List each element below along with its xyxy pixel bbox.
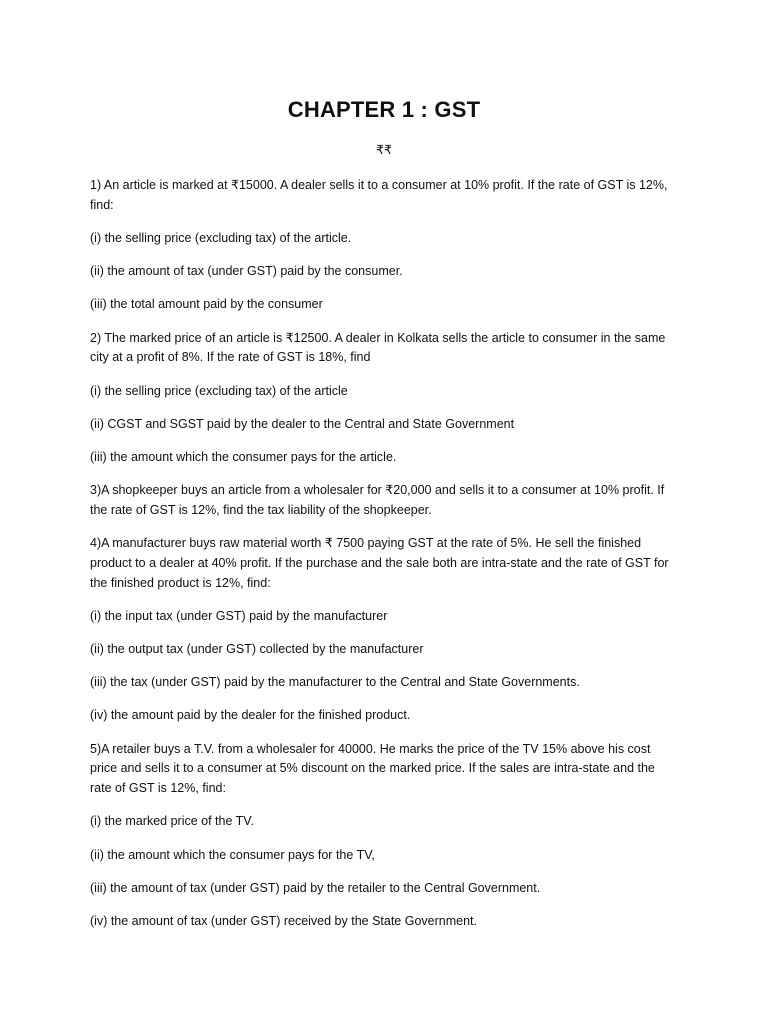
question-2-part-i: (i) the selling price (excluding tax) of the article: [90, 383, 348, 398]
document-body: [90, 176, 678, 932]
question-1-part-iii: (iii) the total amount paid by the consumer: [90, 297, 323, 312]
question-4-part-iv: (iv) the amount paid by the dealer for the finished product.: [90, 708, 411, 723]
question-5: 5)A retailer buys a T.V. from a wholesaler for 40000. He marks the price of the TV 15% above his cost price and sells it to a consumer at 5% discount on the marked price. If the sales are intra-state and the rate of GST is 12%, find:: [90, 741, 655, 796]
question-5-part-iii: (iii) the amount of tax (under GST) paid by the retailer to the Central Government.: [90, 880, 541, 895]
question-2-part-ii: (ii) CGST and SGST paid by the dealer to the Central and State Government: [90, 416, 515, 431]
question-1-part-i: (i) the selling price (excluding tax) of the article.: [90, 230, 352, 245]
question-2-part-iii: (iii) the amount which the consumer pays for the article.: [90, 449, 397, 464]
question-5-part-iv: (iv) the amount of tax (under GST) received by the State Government.: [90, 913, 477, 928]
question-4-part-i: (i) the input tax (under GST) paid by the manufacturer: [90, 608, 388, 623]
question-2: 2) The marked price of an article is ₹12500. A dealer in Kolkata sells the article to consumer in the same city at a profit of 8%. If the rate of GST is 18%, find: [90, 330, 666, 365]
page-title: CHAPTER 1 : GST: [287, 97, 481, 122]
question-4: 4)A manufacturer buys raw material worth ₹ 7500 paying GST at the rate of 5%. He sell the finished product to a dealer at 40% profit. If the purchase and the sale both are intra-state and the rate of GST for the finished product is 12%, find:: [90, 536, 669, 590]
question-3: 3)A shopkeeper buys an article from a wholesaler for ₹20,000 and sells it to a consumer at 10% profit. If the rate of GST is 12%, find the tax liability of the shopkeeper.: [90, 483, 665, 517]
question-4-part-ii: (ii) the output tax (under GST) collected by the manufacturer: [90, 642, 424, 657]
question-1: 1) An article is marked at ₹15000. A dealer sells it to a consumer at 10% profit. If the rate of GST is 12%, find:: [90, 178, 668, 212]
question-4-part-iii: (iii) the tax (under GST) paid by the manufacturer to the Central and State Governments.: [90, 675, 580, 690]
question-5-part-ii: (ii) the amount which the consumer pays for the TV,: [90, 847, 375, 862]
question-5-part-i: (i) the marked price of the TV.: [90, 814, 254, 829]
rupee-symbols-line: ₹₹: [376, 143, 392, 157]
question-1-part-ii: (ii) the amount of tax (under GST) paid by the consumer.: [90, 264, 403, 279]
